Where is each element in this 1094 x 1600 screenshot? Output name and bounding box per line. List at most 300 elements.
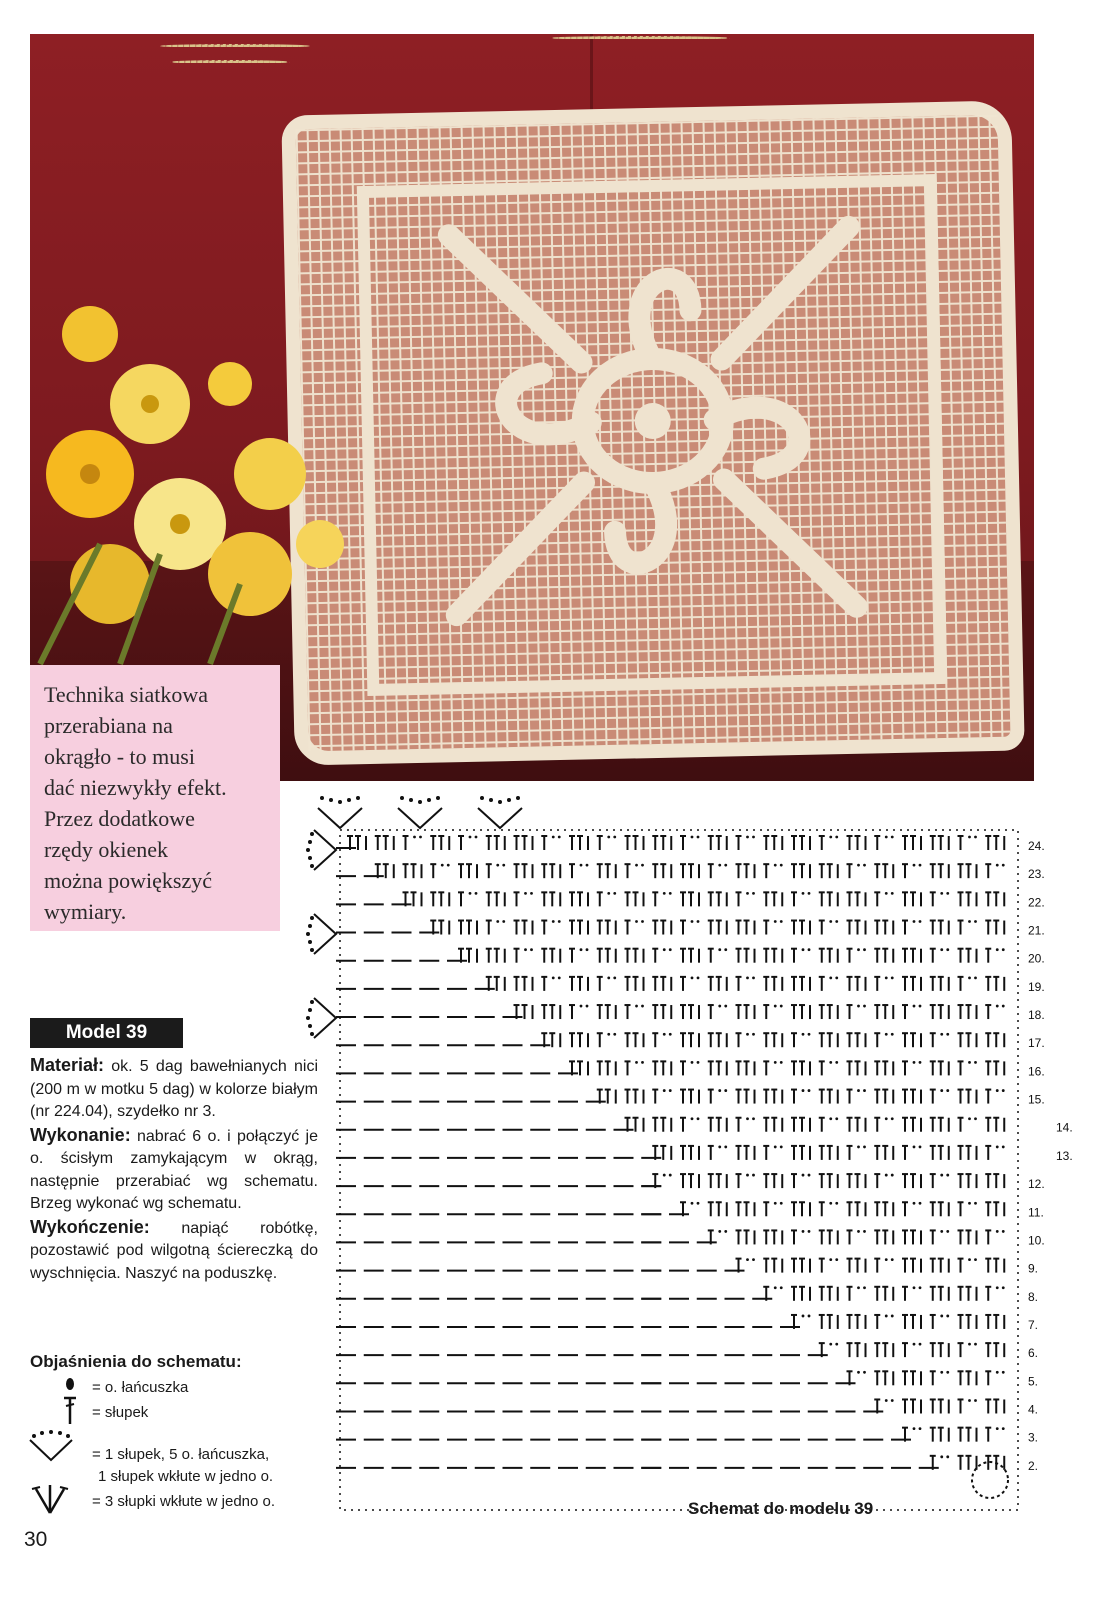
stitch <box>680 920 699 934</box>
stitch-column <box>780 1327 800 1468</box>
picot-shell-icon <box>398 796 442 828</box>
stitch <box>985 1061 1004 1075</box>
stitch <box>847 864 866 878</box>
caption-line: Technika siatkowa <box>44 682 209 707</box>
stitch <box>902 977 921 991</box>
legend-item-picot <box>92 1444 269 1466</box>
stitch <box>819 1146 838 1160</box>
stitch <box>597 976 616 990</box>
stitch <box>819 864 838 878</box>
stitch-column <box>586 1102 606 1468</box>
legend-text: = o. łańcuszka <box>92 1379 189 1396</box>
stitch <box>874 1033 893 1047</box>
stitch <box>819 920 838 934</box>
stitch <box>985 1399 1004 1413</box>
stitch-column <box>641 1186 661 1468</box>
stitch <box>958 864 977 878</box>
stitch <box>819 949 838 963</box>
row-number: 13. <box>1056 1148 1073 1163</box>
stitch <box>902 1259 921 1273</box>
stitch <box>819 1090 838 1104</box>
wykonanie-label: Wykonanie: <box>30 1124 131 1145</box>
stitch <box>514 921 533 935</box>
stitch <box>958 836 977 850</box>
stitch <box>985 1005 1004 1019</box>
stitch <box>874 1343 893 1357</box>
stitch <box>708 1202 727 1216</box>
stitch <box>597 892 616 906</box>
stitch <box>930 921 949 935</box>
stitch <box>958 1287 977 1301</box>
stitch <box>652 864 671 878</box>
stitch <box>541 1005 560 1019</box>
stitch <box>791 1089 810 1103</box>
stitch <box>874 1174 893 1188</box>
stitch <box>541 920 560 934</box>
legend-text: 1 słupek wkłute w jedno o. <box>98 1468 274 1485</box>
stitch <box>652 1061 671 1075</box>
stitch <box>597 921 616 935</box>
stitch <box>819 1258 838 1272</box>
stitch <box>985 1315 1004 1329</box>
stitch-column <box>863 1411 883 1467</box>
picot-shell-icon <box>306 998 336 1038</box>
stitch <box>625 1033 644 1047</box>
stitch <box>708 921 727 935</box>
stitch <box>847 948 866 962</box>
stitch <box>514 836 533 850</box>
row-number: 16. <box>1028 1064 1045 1079</box>
stitch <box>625 1005 644 1019</box>
stitch <box>847 836 866 850</box>
stitch <box>985 864 1004 878</box>
stitch-column <box>808 1355 828 1468</box>
stitch <box>458 864 477 878</box>
stitch <box>652 977 671 991</box>
caption-line: przerabiana na <box>44 713 173 738</box>
stitch <box>902 1230 921 1244</box>
stitch <box>930 977 949 991</box>
stitch <box>680 1005 699 1019</box>
stitch <box>930 1118 949 1132</box>
stitch <box>958 1033 977 1047</box>
stitch <box>902 1061 921 1075</box>
stitch <box>736 1117 755 1131</box>
stitch <box>874 976 893 990</box>
stitch <box>874 1202 893 1216</box>
stitch <box>819 1174 838 1188</box>
stitch <box>847 1315 866 1329</box>
stitch <box>958 1315 977 1329</box>
stitch <box>874 836 893 850</box>
row-number: 9. <box>1028 1261 1039 1276</box>
stitch <box>874 921 893 935</box>
stitch <box>819 836 838 850</box>
row-number: 24. <box>1028 839 1045 853</box>
stitch <box>874 1258 893 1272</box>
row-number: 7. <box>1028 1317 1039 1332</box>
stitch <box>985 1146 1004 1160</box>
caption-box <box>30 665 280 931</box>
legend-text: = 3 słupki wkłute w jedno o. <box>92 1493 276 1510</box>
stitch <box>958 1371 977 1385</box>
stitch <box>597 864 616 878</box>
stitch <box>847 1005 866 1019</box>
stitch <box>958 1258 977 1272</box>
stitch <box>958 1399 977 1413</box>
stitch <box>958 976 977 990</box>
row-number: 12. <box>1028 1177 1045 1192</box>
wykonanie-text: nabrać 6 o. i połączyć je o. ścisłym zamykającym w okrąg, następnie przerabiać wg schematu. Brzeg wykonać wg schematu. <box>30 1127 318 1212</box>
stitch <box>514 948 533 962</box>
stitch <box>819 1061 838 1075</box>
stitch <box>874 1287 893 1301</box>
stitch <box>958 949 977 963</box>
stitch <box>486 836 505 850</box>
stitch <box>541 949 560 963</box>
stitch <box>736 976 755 990</box>
stitch <box>791 892 810 906</box>
stitch <box>902 1315 921 1329</box>
stitch <box>985 1089 1004 1103</box>
stitch <box>874 1315 893 1329</box>
stitch <box>958 1061 977 1075</box>
pearl-string <box>170 60 290 64</box>
stitch <box>791 1118 810 1132</box>
wykonczenie-label: Wykończenie: <box>30 1216 150 1237</box>
legend-item-dc <box>92 1402 148 1424</box>
stitch <box>791 1033 810 1047</box>
stitch <box>902 1005 921 1019</box>
three-dc-cluster-icon <box>30 1481 70 1515</box>
stitch <box>458 892 477 906</box>
stitch <box>902 1090 921 1104</box>
stitch <box>680 864 699 878</box>
caption-line: okrągło - to musi <box>44 744 195 769</box>
stitch <box>486 949 505 963</box>
wykonczenie-text: napiąć robótkę, pozostawić pod wilgotną ściereczką do wyschnięcia. Naszyć na poduszkę. <box>30 1219 318 1282</box>
stitch <box>985 1286 1004 1300</box>
stitch <box>847 1089 866 1103</box>
stitch <box>930 1287 949 1301</box>
picot-shell-icon <box>26 1430 76 1464</box>
stitch <box>569 1005 588 1019</box>
stitch <box>652 836 671 850</box>
stitch <box>708 1005 727 1019</box>
stitch <box>902 1371 921 1385</box>
stitch <box>736 1005 755 1019</box>
stitch <box>736 1061 755 1075</box>
stitch <box>874 1061 893 1075</box>
row-number: 23. <box>1028 867 1045 882</box>
stitch <box>569 977 588 991</box>
stitch <box>985 892 1004 906</box>
stitch <box>763 1118 782 1132</box>
stitch <box>985 1343 1004 1357</box>
stitch <box>625 836 644 850</box>
stitch <box>958 1117 977 1131</box>
stitch <box>763 1230 782 1244</box>
picot-shell-icon <box>478 796 522 828</box>
stitch <box>708 1061 727 1075</box>
row-number: 19. <box>1028 979 1045 994</box>
stitch <box>958 1174 977 1188</box>
stitch <box>763 1146 782 1160</box>
stitch <box>597 1061 616 1075</box>
stitch <box>930 1399 949 1413</box>
stitch <box>958 1202 977 1216</box>
stitch <box>430 864 449 878</box>
stitch <box>569 921 588 935</box>
stitch <box>791 948 810 962</box>
stitch <box>680 892 699 906</box>
stitch <box>902 1146 921 1160</box>
stitch <box>930 1005 949 1019</box>
stitch <box>791 977 810 991</box>
stitch <box>847 1230 866 1244</box>
stitch <box>736 921 755 935</box>
stitch <box>819 1005 838 1019</box>
stitch <box>652 1005 671 1019</box>
stitch <box>680 949 699 963</box>
row-number: 6. <box>1028 1346 1039 1361</box>
caption-line: Przez dodatkowe <box>44 806 195 831</box>
stitch <box>430 836 449 850</box>
instructions <box>30 1054 318 1285</box>
stitch <box>819 1287 838 1301</box>
crochet-pillow <box>281 100 1024 765</box>
stitch <box>763 1005 782 1019</box>
crochet-chart <box>300 790 1073 1530</box>
stitch <box>597 949 616 963</box>
stitch-column <box>725 1271 745 1468</box>
material-label: Materiał: <box>30 1055 105 1075</box>
stitch-column <box>336 848 356 1468</box>
stitch <box>541 864 560 878</box>
stitch <box>930 864 949 878</box>
stitch <box>958 1090 977 1104</box>
stitch <box>985 1230 1004 1244</box>
stitch <box>652 921 671 935</box>
stitch <box>791 1202 810 1216</box>
row-number: 20. <box>1028 951 1045 966</box>
row-number: 4. <box>1028 1402 1039 1417</box>
stitch <box>708 864 727 878</box>
stitch <box>819 976 838 990</box>
stitch <box>680 976 699 990</box>
stitch <box>985 948 1004 962</box>
stitch <box>902 1174 921 1188</box>
stitch <box>680 1174 699 1188</box>
stitch <box>569 1033 588 1047</box>
stitch <box>874 1090 893 1104</box>
stitch <box>652 892 671 906</box>
stitch <box>458 836 477 850</box>
stitch <box>874 949 893 963</box>
row-number: 17. <box>1028 1036 1045 1051</box>
stitch <box>791 1259 810 1273</box>
stitch <box>819 1315 838 1329</box>
stitch <box>680 1146 699 1160</box>
legend-item-picot-cont <box>98 1466 273 1488</box>
pearl-string <box>160 44 310 48</box>
stitch <box>763 892 782 906</box>
caption-line: wymiary. <box>44 899 127 924</box>
stitch <box>430 892 449 906</box>
stitch <box>985 1427 1004 1441</box>
stitch <box>874 1117 893 1131</box>
stitch <box>874 1230 893 1244</box>
stitch <box>958 1005 977 1019</box>
stitch <box>847 1061 866 1075</box>
stitch <box>958 1230 977 1244</box>
stitch <box>985 1118 1004 1132</box>
stitch <box>736 949 755 963</box>
stitch <box>708 977 727 991</box>
stitch <box>874 864 893 878</box>
double-crochet-icon <box>62 1394 78 1426</box>
stitch <box>736 1146 755 1160</box>
stitch-column <box>891 1440 911 1468</box>
stitch-column <box>364 876 384 1468</box>
stitch <box>569 864 588 878</box>
stitch <box>874 1146 893 1160</box>
stitch <box>375 836 394 850</box>
stitch <box>930 1174 949 1188</box>
stitch <box>930 1202 949 1216</box>
stitch <box>847 921 866 935</box>
stitch <box>985 1202 1004 1216</box>
stitch <box>930 1343 949 1357</box>
stitch <box>736 1090 755 1104</box>
stitch <box>902 864 921 878</box>
stitch <box>763 977 782 991</box>
row-number: 11. <box>1028 1205 1044 1220</box>
stitch <box>930 1089 949 1103</box>
model-badge: Model 39 <box>30 1018 183 1048</box>
row-number: 5. <box>1028 1374 1039 1389</box>
stitch <box>847 1146 866 1160</box>
stitch <box>958 1456 977 1470</box>
stitch <box>597 1033 616 1047</box>
stitch <box>486 892 505 906</box>
material-text: ok. 5 dag bawełnianych nici (200 m w motku 5 dag) w kolorze białym (nr 224.04), szydełko nr 3. <box>30 1058 318 1120</box>
page-number: 30 <box>24 1528 48 1551</box>
stitch <box>652 1089 671 1103</box>
stitch <box>819 1033 838 1047</box>
stitch <box>708 1146 727 1160</box>
stitch <box>902 949 921 963</box>
row-number: 21. <box>1028 923 1045 938</box>
stitch <box>985 977 1004 991</box>
row-number: 18. <box>1028 1008 1045 1023</box>
legend-text: = słupek <box>92 1404 149 1421</box>
stitch <box>736 1033 755 1047</box>
row-number-labels <box>1028 839 1073 1473</box>
stitch <box>680 1061 699 1075</box>
stitch <box>763 1259 782 1273</box>
stitch <box>569 892 588 906</box>
stitch <box>930 948 949 962</box>
stitch <box>625 1090 644 1104</box>
stitch <box>902 1286 921 1300</box>
stitch <box>625 920 644 934</box>
stitch <box>930 1428 949 1442</box>
stitch <box>708 892 727 906</box>
stitch <box>985 1033 1004 1047</box>
stitch <box>958 1428 977 1442</box>
stitch <box>652 948 671 962</box>
stitch <box>569 948 588 962</box>
stitch <box>791 1174 810 1188</box>
caption-line: dać niezwykły efekt. <box>44 775 227 800</box>
stitch-column <box>836 1383 856 1468</box>
stitch-column <box>641 1158 661 1468</box>
stitch <box>763 1090 782 1104</box>
stitch <box>902 1343 921 1357</box>
stitch <box>736 892 755 906</box>
yellow-flowers-bouquet <box>30 244 380 684</box>
stitch <box>847 1033 866 1047</box>
stitch <box>736 1202 755 1216</box>
stitch <box>652 1118 671 1132</box>
stitch <box>403 864 422 878</box>
stitch <box>652 1033 671 1047</box>
stitch <box>625 977 644 991</box>
stitch <box>930 1259 949 1273</box>
stitch <box>514 977 533 991</box>
picot-shell-icon <box>306 830 336 870</box>
wykonanie-paragraph <box>30 1124 318 1216</box>
diagram-title: Schemat do modelu 39 <box>688 1499 874 1518</box>
stitch-grid <box>336 836 1005 1470</box>
stitch <box>847 1174 866 1188</box>
stitch-column <box>419 933 439 1468</box>
stitch <box>486 864 505 878</box>
stitch <box>763 949 782 963</box>
stitch <box>763 836 782 850</box>
stitch <box>791 1230 810 1244</box>
stitch <box>902 920 921 934</box>
stitch <box>847 1343 866 1357</box>
stitch-column <box>669 1214 689 1468</box>
stitch <box>569 836 588 850</box>
stitch <box>625 1061 644 1075</box>
stitch-column <box>530 1045 550 1468</box>
stitch-column <box>503 1017 523 1468</box>
stitch <box>930 892 949 906</box>
picot-shell-icon <box>306 914 336 954</box>
stitch <box>541 836 560 850</box>
stitch <box>708 948 727 962</box>
stitch <box>930 1371 949 1385</box>
stitch-column <box>558 1073 578 1467</box>
stitch <box>791 1005 810 1019</box>
stitch <box>680 836 699 850</box>
stitch <box>930 836 949 850</box>
stitch <box>847 892 866 906</box>
legend-item-cluster <box>92 1491 275 1513</box>
stitch <box>708 1089 727 1103</box>
stitch <box>930 1315 949 1329</box>
stitch <box>625 892 644 906</box>
legend-title: Objaśnienia do schematu: <box>30 1352 242 1371</box>
stitch <box>763 864 782 878</box>
stitch <box>874 1005 893 1019</box>
stitch <box>902 892 921 906</box>
stitch-column <box>752 1299 772 1468</box>
legend-text: = 1 słupek, 5 o. łańcuszka, <box>92 1446 270 1463</box>
